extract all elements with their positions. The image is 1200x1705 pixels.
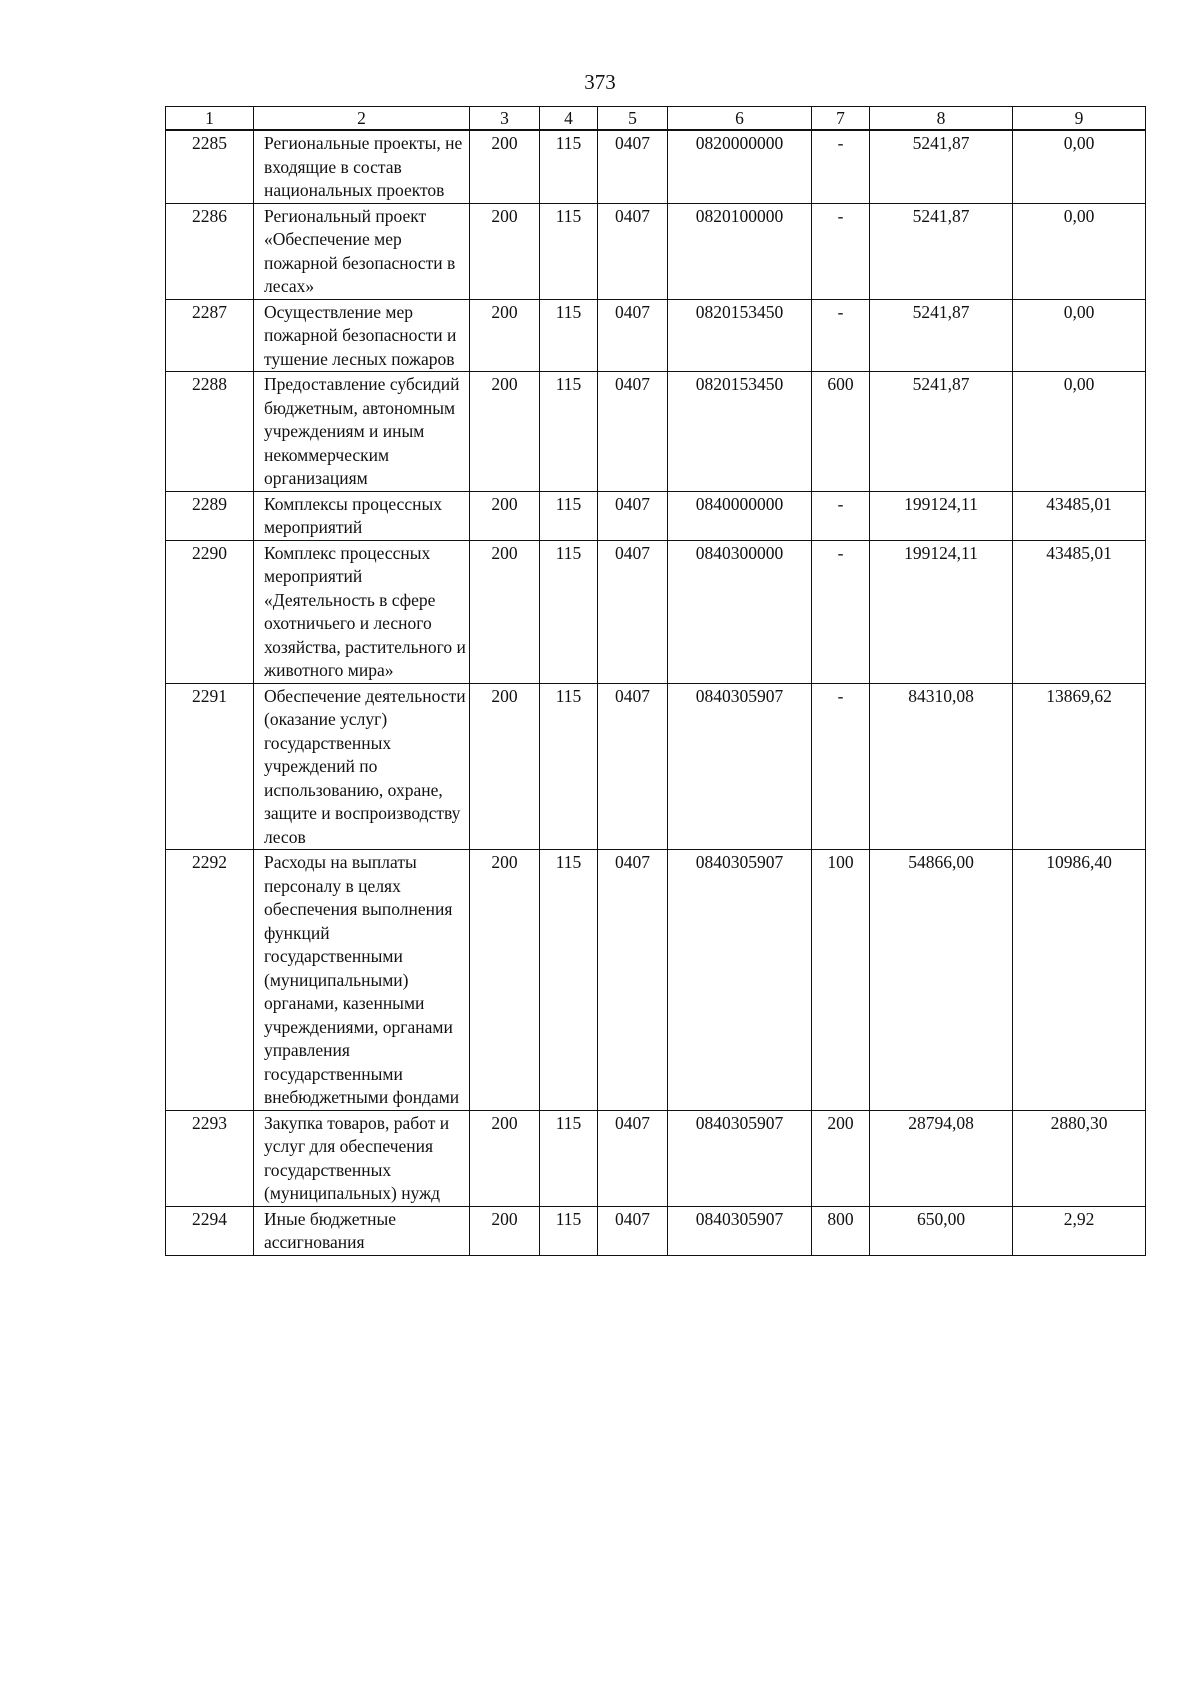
row-number: 2293 xyxy=(166,1110,254,1206)
cell-col4: 115 xyxy=(540,203,598,299)
header-row xyxy=(166,107,1146,131)
row-name: Предоставление субсидий бюджетным, автономным учреждениям и иным некоммерческим организациям xyxy=(254,372,470,492)
column-header-8: 8 xyxy=(870,107,1013,131)
cell-col4: 115 xyxy=(540,299,598,372)
cell-col5: 0407 xyxy=(598,1110,668,1206)
cell-col8: 199124,11 xyxy=(870,491,1013,540)
row-number: 2287 xyxy=(166,299,254,372)
cell-col7: - xyxy=(812,491,870,540)
cell-col4: 115 xyxy=(540,491,598,540)
column-header-7: 7 xyxy=(812,107,870,131)
cell-col5: 0407 xyxy=(598,203,668,299)
table-row xyxy=(166,203,1146,299)
column-header-1: 1 xyxy=(166,107,254,131)
cell-col4: 115 xyxy=(540,1110,598,1206)
cell-col7: 200 xyxy=(812,1110,870,1206)
table-row xyxy=(166,491,1146,540)
row-name: Комплекс процессных мероприятий «Деятельность в сфере охотничьего и лесного хозяйства, растительного и животного мира» xyxy=(254,540,470,683)
row-name: Региональный проект «Обеспечение мер пожарной безопасности в лесах» xyxy=(254,203,470,299)
cell-col6: 0840305907 xyxy=(668,683,812,850)
cell-col9: 0,00 xyxy=(1013,372,1146,492)
row-name: Осуществление мер пожарной безопасности и тушение лесных пожаров xyxy=(254,299,470,372)
cell-col3: 200 xyxy=(470,1206,540,1255)
cell-col5: 0407 xyxy=(598,299,668,372)
cell-col9: 2,92 xyxy=(1013,1206,1146,1255)
row-number: 2291 xyxy=(166,683,254,850)
cell-col8: 28794,08 xyxy=(870,1110,1013,1206)
cell-col7: - xyxy=(812,203,870,299)
table-row xyxy=(166,540,1146,683)
table-row xyxy=(166,130,1146,203)
table-row xyxy=(166,850,1146,1111)
cell-col3: 200 xyxy=(470,540,540,683)
cell-col7: - xyxy=(812,540,870,683)
row-name: Закупка товаров, работ и услуг для обеспечения государственных (муниципальных) нужд xyxy=(254,1110,470,1206)
cell-col5: 0407 xyxy=(598,683,668,850)
cell-col3: 200 xyxy=(470,203,540,299)
cell-col6: 0840000000 xyxy=(668,491,812,540)
cell-col6: 0820153450 xyxy=(668,372,812,492)
cell-col4: 115 xyxy=(540,540,598,683)
cell-col3: 200 xyxy=(470,130,540,203)
cell-col4: 115 xyxy=(540,130,598,203)
cell-col3: 200 xyxy=(470,850,540,1111)
cell-col5: 0407 xyxy=(598,1206,668,1255)
cell-col9: 43485,01 xyxy=(1013,491,1146,540)
row-name: Расходы на выплаты персоналу в целях обеспечения выполнения функций государственными (муниципальными) органами, казенными учреждениями, органами управления государственными внебюджетными фондами xyxy=(254,850,470,1111)
column-header-9: 9 xyxy=(1013,107,1146,131)
cell-col3: 200 xyxy=(470,299,540,372)
cell-col6: 0840305907 xyxy=(668,850,812,1111)
cell-col5: 0407 xyxy=(598,540,668,683)
row-number: 2294 xyxy=(166,1206,254,1255)
row-name: Региональные проекты, не входящие в состав национальных проектов xyxy=(254,130,470,203)
cell-col9: 0,00 xyxy=(1013,130,1146,203)
cell-col6: 0840305907 xyxy=(668,1206,812,1255)
cell-col8: 650,00 xyxy=(870,1206,1013,1255)
table-row xyxy=(166,372,1146,492)
page-number: 373 xyxy=(584,70,616,94)
cell-col9: 0,00 xyxy=(1013,299,1146,372)
cell-col4: 115 xyxy=(540,850,598,1111)
cell-col7: 600 xyxy=(812,372,870,492)
cell-col5: 0407 xyxy=(598,372,668,492)
cell-col6: 0820100000 xyxy=(668,203,812,299)
cell-col8: 5241,87 xyxy=(870,372,1013,492)
row-number: 2290 xyxy=(166,540,254,683)
cell-col5: 0407 xyxy=(598,491,668,540)
cell-col7: - xyxy=(812,130,870,203)
row-number: 2292 xyxy=(166,850,254,1111)
cell-col6: 0840305907 xyxy=(668,1110,812,1206)
cell-col8: 84310,08 xyxy=(870,683,1013,850)
cell-col5: 0407 xyxy=(598,130,668,203)
cell-col8: 54866,00 xyxy=(870,850,1013,1111)
table-row xyxy=(166,299,1146,372)
cell-col9: 43485,01 xyxy=(1013,540,1146,683)
row-name: Иные бюджетные ассигнования xyxy=(254,1206,470,1255)
table-row xyxy=(166,1110,1146,1206)
cell-col9: 13869,62 xyxy=(1013,683,1146,850)
column-header-3: 3 xyxy=(470,107,540,131)
cell-col7: - xyxy=(812,299,870,372)
column-header-5: 5 xyxy=(598,107,668,131)
cell-col3: 200 xyxy=(470,683,540,850)
cell-col3: 200 xyxy=(470,491,540,540)
cell-col4: 115 xyxy=(540,372,598,492)
cell-col8: 5241,87 xyxy=(870,203,1013,299)
cell-col7: 800 xyxy=(812,1206,870,1255)
cell-col7: 100 xyxy=(812,850,870,1111)
cell-col8: 199124,11 xyxy=(870,540,1013,683)
column-header-2: 2 xyxy=(254,107,470,131)
row-number: 2286 xyxy=(166,203,254,299)
row-name: Комплексы процессных мероприятий xyxy=(254,491,470,540)
table-row xyxy=(166,683,1146,850)
row-number: 2288 xyxy=(166,372,254,492)
table-row xyxy=(166,1206,1146,1255)
budget-table xyxy=(165,106,1146,1256)
cell-col9: 10986,40 xyxy=(1013,850,1146,1111)
cell-col8: 5241,87 xyxy=(870,299,1013,372)
row-name: Обеспечение деятельности (оказание услуг) государственных учреждений по использованию, охране, защите и воспроизводству лесов xyxy=(254,683,470,850)
cell-col9: 0,00 xyxy=(1013,203,1146,299)
cell-col7: - xyxy=(812,683,870,850)
cell-col4: 115 xyxy=(540,1206,598,1255)
cell-col6: 0820153450 xyxy=(668,299,812,372)
row-number: 2285 xyxy=(166,130,254,203)
row-number: 2289 xyxy=(166,491,254,540)
cell-col4: 115 xyxy=(540,683,598,850)
cell-col3: 200 xyxy=(470,372,540,492)
cell-col6: 0840300000 xyxy=(668,540,812,683)
cell-col9: 2880,30 xyxy=(1013,1110,1146,1206)
cell-col3: 200 xyxy=(470,1110,540,1206)
cell-col5: 0407 xyxy=(598,850,668,1111)
column-header-6: 6 xyxy=(668,107,812,131)
cell-col8: 5241,87 xyxy=(870,130,1013,203)
cell-col6: 0820000000 xyxy=(668,130,812,203)
column-header-4: 4 xyxy=(540,107,598,131)
